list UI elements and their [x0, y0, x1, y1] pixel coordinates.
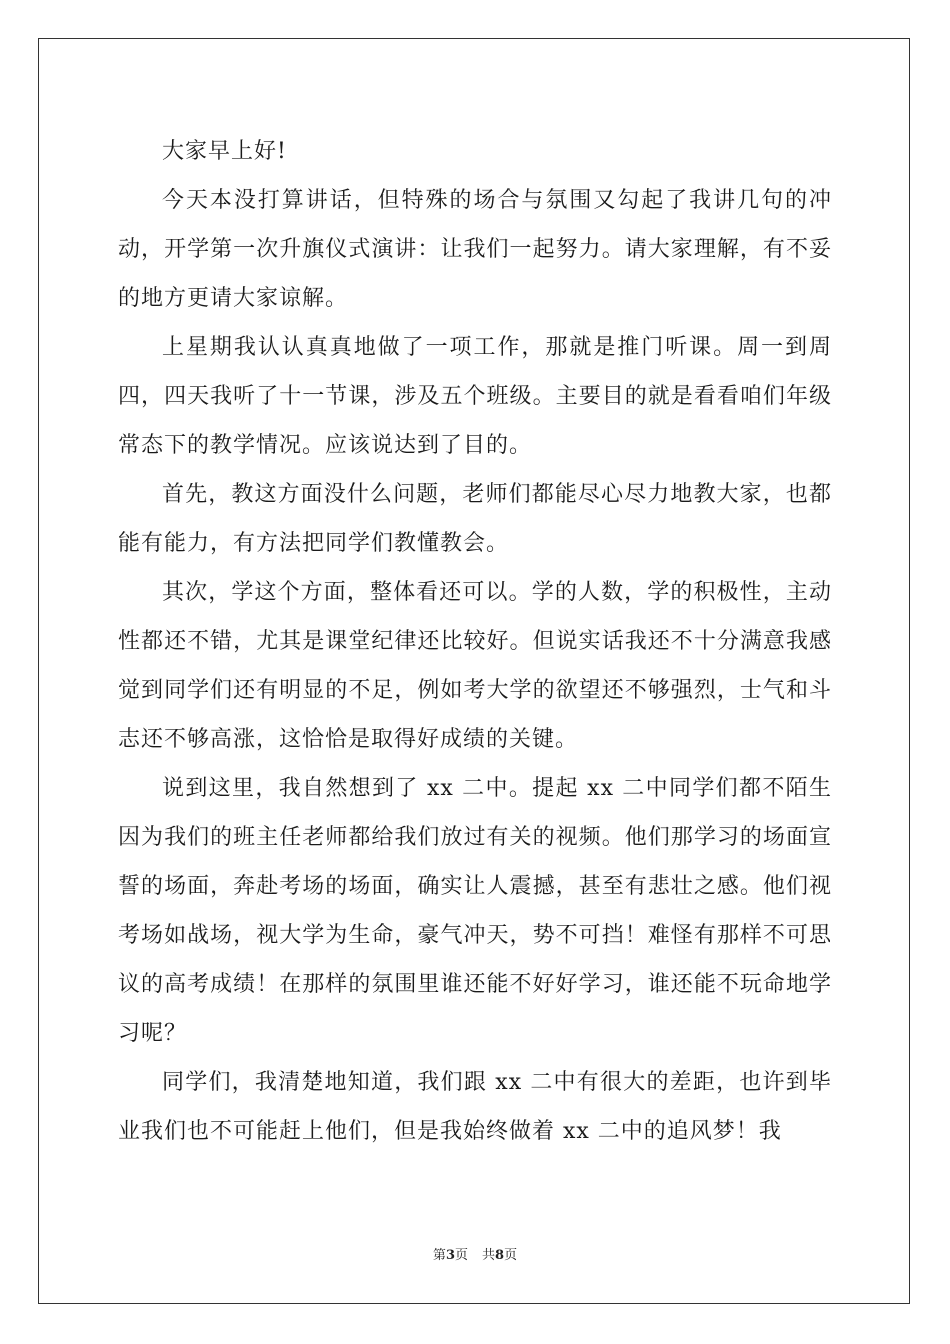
page-label-suffix: 页	[454, 1248, 468, 1263]
page-label-prefix: 第	[432, 1248, 446, 1263]
paragraph-teaching: 首先，教这方面没什么问题，老师们都能尽心尽力地教大家，也都能有能力，有方法把同学们教懂教会。	[118, 482, 832, 556]
total-label-suffix: 页	[504, 1248, 518, 1263]
paragraph-intro: 今天本没打算讲话，但特殊的场合与氛围又勾起了我讲几句的冲动，开学第一次升旗仪式演讲：让我们一起努力。请大家理解，有不妥的地方更请大家谅解。	[118, 188, 832, 311]
page-number-total: 8	[495, 1248, 505, 1263]
paragraph-learning: 其次，学这个方面，整体看还可以。学的人数，学的积极性，主动性都还不错，尤其是课堂纪律还比较好。但说实话我还不十分满意我感觉到同学们还有明显的不足，例如考大学的欲望还不够强烈，士气和斗志还不够高涨，这恰恰是取得好成绩的关键。	[118, 580, 832, 752]
document-body	[118, 127, 832, 1156]
page-number-current: 3	[445, 1248, 455, 1263]
paragraph-classmates: 同学们，我清楚地知道，我们跟 xx 二中有很大的差距，也许到毕业我们也不可能赶上他们，但是我始终做着 xx 二中的追风梦！我	[118, 1070, 832, 1144]
paragraph-greeting: 大家早上好!	[162, 139, 287, 164]
paragraph-class-visits: 上星期我认认真真地做了一项工作，那就是推门听课。周一到周四，四天我听了十一节课，涉及五个班级。主要目的就是看看咱们年级常态下的教学情况。应该说达到了目的。	[118, 335, 832, 458]
paragraph-xx-school: 说到这里，我自然想到了 xx 二中。提起 xx 二中同学们都不陌生因为我们的班主任老师都给我们放过有关的视频。他们那学习的场面宣誓的场面，奔赴考场的场面，确实让人震撼，甚至有悲壮之感。他们视考场如战场，视大学为生命，豪气冲天，势不可挡！难怪有那样不可思议的高考成绩！在那样的氛围里谁还能不好好学习，谁还能不玩命地学习呢？	[118, 776, 832, 1046]
page-footer	[0, 1244, 950, 1263]
total-label-prefix: 共	[482, 1248, 496, 1263]
